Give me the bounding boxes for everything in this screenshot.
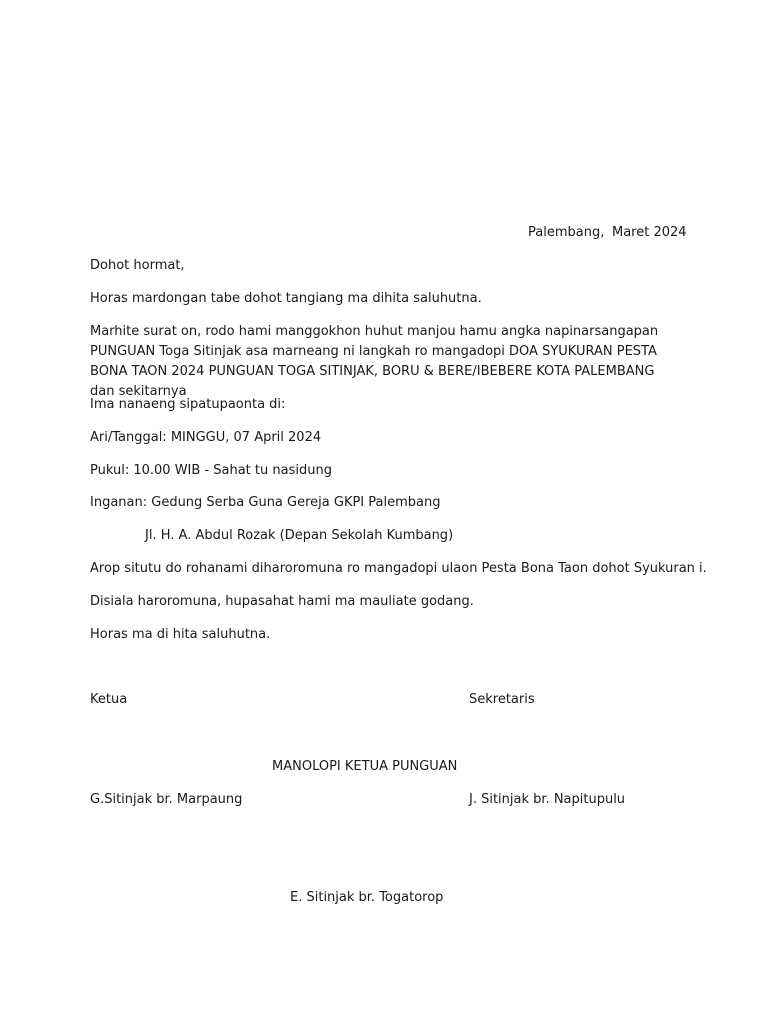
details-intro: Ima nanaeng sipatupaonta di: [90, 397, 286, 412]
letter-place: Palembang, [528, 225, 605, 240]
secretary-name: J. Sitinjak br. Napitupulu [469, 792, 626, 807]
thanks-paragraph: Disiala haroromuna, hupasahat hami ma mauliate godang. [90, 594, 474, 609]
event-time: Pukul: 10.00 WIB - Sahat tu nasidung [90, 463, 332, 478]
event-address: Jl. H. A. Abdul Rozak (Depan Sekolah Kumbang) [145, 528, 454, 543]
secretary-title: Sekretaris [469, 692, 535, 707]
body-paragraph: Marhite surat on, rodo hami manggokhon huhut manjou hamu angka napinarsangapan PUNGUAN Toga Sitinjak asa marneang ni langkah ro mangadopi DOA SYUKURAN PESTA BONA TAON 2024 PUNGUAN TOGA SITINJAK, BORU & BERE/IBEBERE KOTA PALEMBANG dan sekitarnya [90, 324, 659, 399]
event-day-date: Ari/Tanggal: MINGGU, 07 April 2024 [90, 430, 322, 445]
hope-paragraph: Arop situtu do rohanami diharoromuna ro mangadopi ulaon Pesta Bona Taon dohot Syukuran i. [90, 561, 707, 576]
greeting: Dohot hormat, [90, 258, 185, 273]
advisor-title: MANOLOPI KETUA PUNGUAN [272, 759, 458, 774]
advisor-name: E. Sitinjak br. Togatorop [290, 890, 444, 905]
chair-name: G.Sitinjak br. Marpaung [90, 792, 243, 807]
letter-date: Maret 2024 [612, 225, 687, 240]
event-venue: Inganan: Gedung Serba Guna Gereja GKPI Palembang [90, 495, 441, 510]
opening-paragraph: Horas mardongan tabe dohot tangiang ma dihita saluhutna. [90, 291, 482, 306]
closing-paragraph: Horas ma di hita saluhutna. [90, 627, 271, 642]
chair-title: Ketua [90, 692, 128, 707]
